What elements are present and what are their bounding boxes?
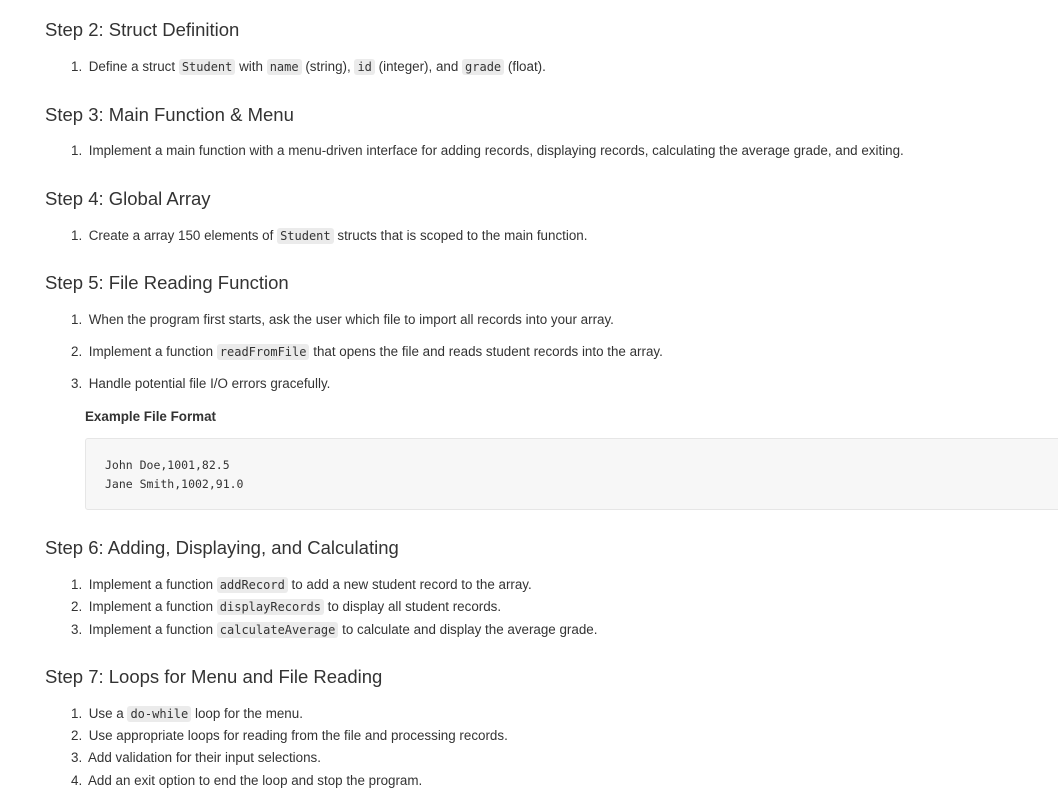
inline-code: Student [179,59,236,75]
item-text: that opens the file and reads student records into the array. [313,344,663,359]
list-number: 1. [71,228,83,243]
inline-code: grade [462,59,504,75]
inline-code: id [354,59,374,75]
inline-code: calculateAverage [217,622,339,638]
list-number: 2. [71,728,83,743]
inline-code: displayRecords [217,599,324,615]
item-text: Define a struct [88,59,176,74]
inline-code: name [267,59,302,75]
item-text: Implement a main function with a menu-driven interface for adding records, displaying records, calculating the average grade, and exiting. [88,143,904,158]
step-2-heading: Step 2: Struct Definition [45,19,240,40]
item-text: Add an exit option to end the loop and stop the program. [87,773,423,788]
item-text: Create a array 150 elements of [88,228,274,243]
list-number: 3. [71,750,83,765]
step-6-heading: Step 6: Adding, Displaying, and Calculating [45,537,399,558]
list-number: 1. [71,59,83,74]
list-item [71,342,663,362]
item-text: Handle potential file I/O errors gracefully. [88,376,331,391]
inline-code: addRecord [217,577,288,593]
item-text: When the program first starts, ask the user which file to import all records into your array. [88,312,614,327]
item-text: (float). [507,59,546,74]
example-file-format-title: Example File Format [85,409,216,424]
list-number: 1. [71,143,83,158]
list-number: 1. [71,706,83,721]
item-text: to display all student records. [327,599,502,614]
list-item [71,374,330,394]
list-number: 1. [71,312,83,327]
item-text: loop for the menu. [194,706,303,721]
inline-code: readFromFile [217,344,310,360]
item-text: Add validation for their input selections. [87,750,321,765]
step-5-heading: Step 5: File Reading Function [45,272,289,293]
list-item [71,57,546,77]
list-number: 3. [71,622,83,637]
list-item [71,620,597,640]
list-item [71,726,508,746]
code-line: Jane Smith,1002,91.0 [105,477,244,491]
list-number: 3. [71,376,83,391]
item-text: with [239,59,263,74]
item-text: structs that is scoped to the main function. [337,228,588,243]
item-text: Implement a function [88,344,214,359]
list-item [71,748,321,768]
list-number: 2. [71,344,83,359]
list-number: 4. [71,773,83,788]
list-number: 2. [71,599,83,614]
item-text: (string), [305,59,351,74]
list-item [71,575,532,595]
list-item [71,704,303,724]
item-text: Implement a function [88,599,214,614]
step-7-heading: Step 7: Loops for Menu and File Reading [45,666,383,687]
code-line: John Doe,1001,82.5 [105,458,230,472]
list-item [71,141,904,161]
inline-code: do-while [127,706,191,722]
step-4-heading: Step 4: Global Array [45,188,211,209]
item-text: Use a [88,706,124,721]
step-3-heading: Step 3: Main Function & Menu [45,104,294,125]
item-text: Implement a function [88,577,214,592]
item-text: to add a new student record to the array. [291,577,532,592]
list-number: 1. [71,577,83,592]
list-item [71,771,422,791]
code-block [85,438,1058,510]
item-text: Use appropriate loops for reading from the file and processing records. [88,728,508,743]
item-text: Implement a function [88,622,214,637]
list-item [71,226,587,246]
item-text: (integer), and [378,59,459,74]
list-item [71,310,614,330]
item-text: to calculate and display the average grade. [342,622,598,637]
inline-code: Student [277,228,334,244]
list-item [71,597,501,617]
